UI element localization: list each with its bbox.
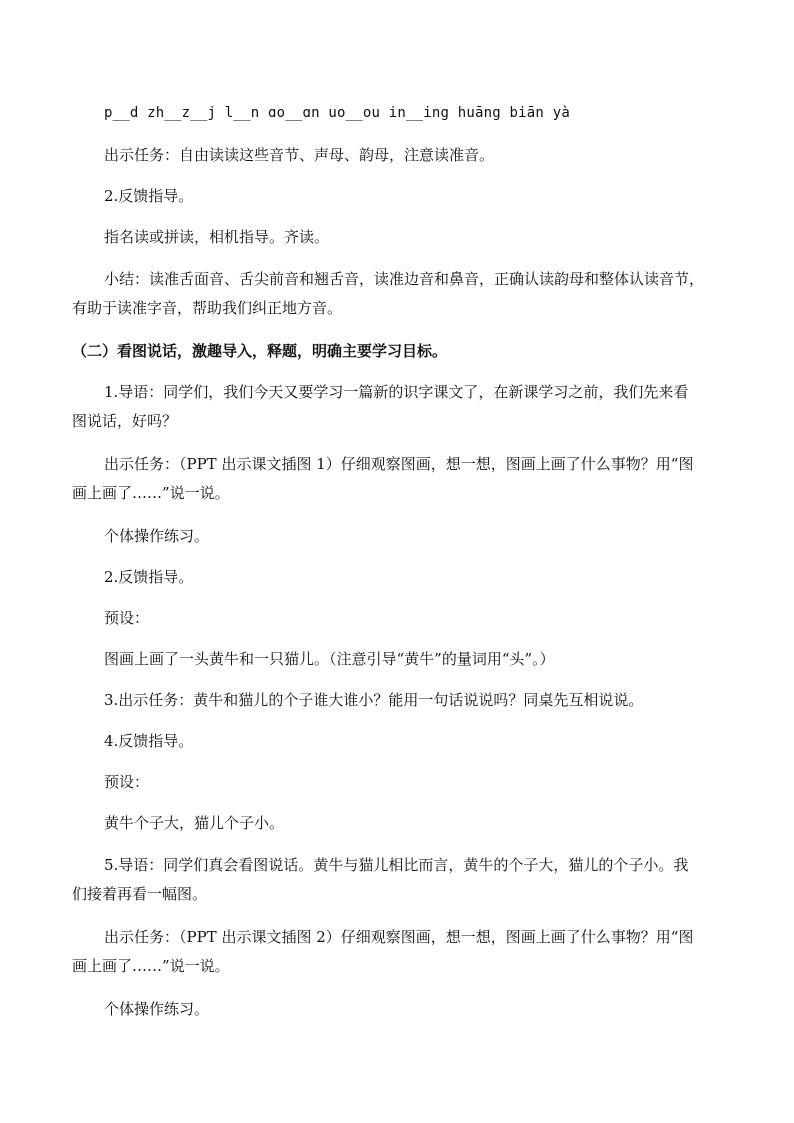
preset-label: 预设： [104, 773, 150, 791]
task-instruction: 3.出示任务：黄牛和猫儿的个子谁大谁小？能用一句话说说吗？同桌先互相说说。 [104, 691, 644, 709]
intro-line-2: 图说话，好吗？ [72, 412, 178, 430]
task-line-2: 画上画了……”说一说。 [72, 484, 230, 502]
task-instruction: 出示任务：自由读读这些音节、声母、韵母，注意读准音。 [104, 146, 495, 164]
phonetics-line: p__d zh__z__j l__n ɑo__ɑn uo__ou in__ing huāng biān yà [104, 105, 570, 121]
summary-line-2: 有助于读准字音，帮助我们纠正地方音。 [72, 299, 343, 317]
answer-text: 图画上画了一头黄牛和一只猫儿。（注意引导“黄牛”的量词用“头”。） [104, 650, 555, 668]
intro-line-1: 5.导语：同学们真会看图说话。黄牛与猫儿相比而言，黄牛的个子大，猫儿的个子小。我 [104, 856, 689, 874]
reading-instruction: 指名读或拼读，相机指导。齐读。 [104, 228, 330, 246]
feedback-step: 2.反馈指导。 [104, 187, 194, 205]
section-heading: （二）看图说话，激趣导入，释题，明确主要学习目标。 [72, 342, 448, 360]
practice-note: 个体操作练习。 [104, 527, 210, 545]
preset-label: 预设： [104, 609, 150, 627]
task-line-2: 画上画了……”说一说。 [72, 957, 230, 975]
intro-line-2: 们接着再看一幅图。 [72, 885, 208, 903]
intro-line-1: 1.导语：同学们，我们今天又要学习一篇新的识字课文了，在新课学习之前，我们先来看 [104, 383, 689, 401]
summary-line-1: 小结：读准舌面音、舌尖前音和翘舌音，读准边音和鼻音，正确认读韵母和整体认读音节， [104, 270, 705, 288]
feedback-step: 4.反馈指导。 [104, 732, 194, 750]
answer-text: 黄牛个子大，猫儿个子小。 [104, 814, 285, 832]
feedback-step: 2.反馈指导。 [104, 568, 194, 586]
task-line-1: 出示任务：（PPT 出示课文插图 2）仔细观察图画，想一想，图画上画了什么事物？用“图 [104, 928, 694, 946]
task-line-1: 出示任务：（PPT 出示课文插图 1）仔细观察图画，想一想，图画上画了什么事物？用“图 [104, 455, 694, 473]
practice-note: 个体操作练习。 [104, 1000, 210, 1018]
